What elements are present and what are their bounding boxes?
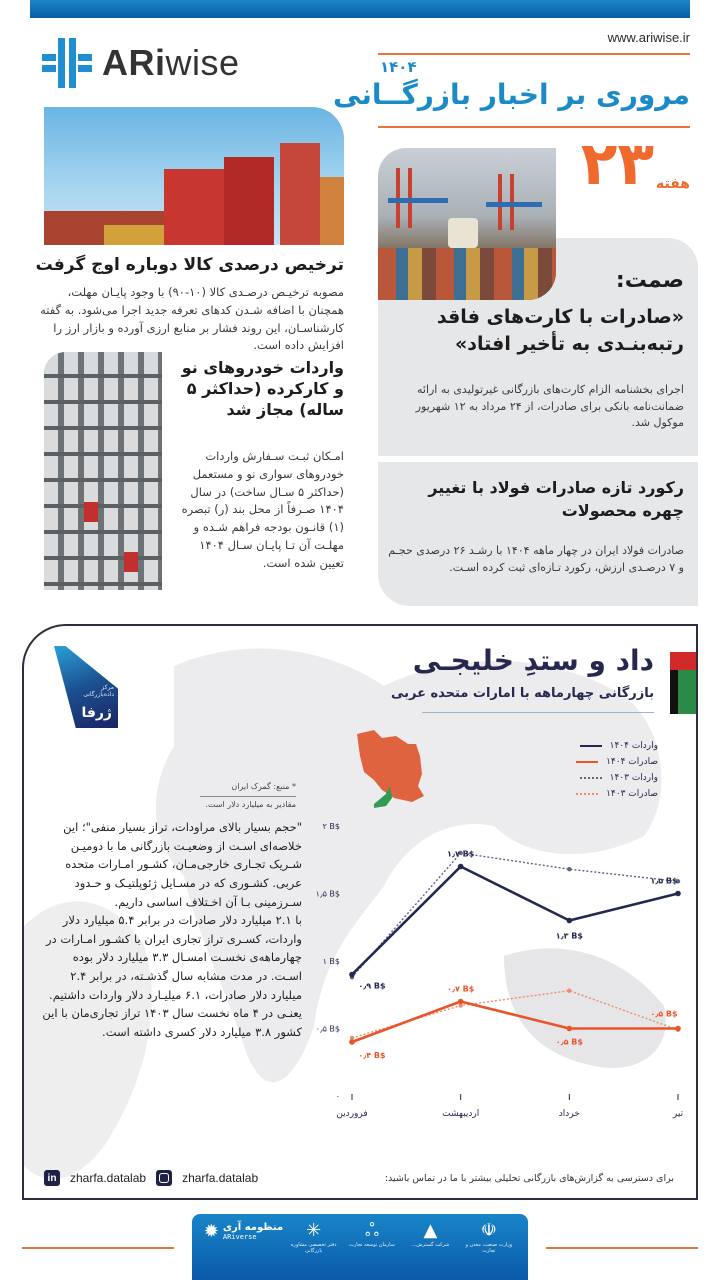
legend-label: واردات ۱۴۰۴ xyxy=(609,741,658,751)
data-point xyxy=(567,1026,573,1032)
page-title: مروری بر اخبار بازرگــانی xyxy=(333,78,690,111)
data-point xyxy=(675,1026,681,1032)
partner-logo-tpo: ஃ سازمان توسعه تجارت xyxy=(349,1220,395,1248)
data-point xyxy=(458,864,464,870)
body-quote-paragraph: "حجم بسیار بالای مراودات، تراز بسیار منفی"؛ این خلاصه‌ای اسـت از وضعیـت بازرگانی ما با دومیـن شـریک تجـاری خارجی‌مـان، کشـور امـارات متحده عربی. کشـوری که در مسـایل ژئوپلتیـک و حـدود سـرزمینی بـا آن اخـتلاف اساسی داریم. xyxy=(63,820,302,909)
trade-line-chart xyxy=(308,796,698,1136)
series-line xyxy=(352,1002,678,1043)
partner-logo-ariverse: منظومه آری ARiverse ✹ xyxy=(203,1220,284,1242)
news-body-customs-clearance: مصوبه ترخیـص درصـدی کالا (۱۰-۹۰) با وجود پایـان مهلت، همچنان با اضافه شـدن کدهای تعرفه جدید اجرا می‌شود. به گفته کارشناسـان، این روند فشار بر منابع ارزی آورده و بازار ارز را افزایش داده است. xyxy=(40,285,344,353)
partner-logo-ministry: ☫ وزارت صنعت، معدن و تجارت xyxy=(465,1220,513,1254)
x-tick-label: اردیبهشت xyxy=(442,1109,480,1119)
series-line xyxy=(352,853,678,977)
week-number: ۲۳ xyxy=(580,129,654,199)
legend-label: صادرات ۱۴۰۳ xyxy=(606,789,658,799)
port-cranes-photo xyxy=(378,148,556,300)
x-tick-label: تیر xyxy=(672,1109,684,1119)
news-title-steel-exports[interactable]: رکورد تازه صادرات فولاد با تغییر چهره محصولات xyxy=(428,478,684,521)
ariwise-asterisk-icon xyxy=(42,38,92,88)
legend-item xyxy=(576,754,658,770)
contact-text: برای دسترسی به گزارش‌های بازرگانی تحلیلی بیشتر با ما در تماس باشید: xyxy=(384,1173,674,1184)
instagram-icon[interactable] xyxy=(156,1170,172,1186)
week-label: هفته xyxy=(656,176,690,192)
title-year: ۱۴۰۴ xyxy=(380,58,417,76)
sunburst-icon: ✹ xyxy=(203,1220,219,1242)
partner-logos-bar xyxy=(192,1214,528,1280)
data-point xyxy=(349,972,355,978)
body-stats-paragraph: با ۲.۱ میلیارد دلار صادرات در برابر ۵.۴ میلیارد دلار واردات، کسـری تراز تجاری ایران با کشـور امـارات در چهارماهه‌ی نخسـت امسـال ۳.۳ میلیارد دلار بوده اسـت. در مدت مشابه سال گذشـته، در برابر ۲.۴ میلیارد دلار صادرات، ۶.۱ میلیـارد دلار واردات داشتیم. یعنـی در ۴ ماه نخست سال ۱۴۰۳ تراز تجاری‌مان با این کشور ۳.۸ میلیارد دلار کسری داشته است. xyxy=(42,913,302,1039)
ariwise-wordmark: ARiwise xyxy=(102,42,240,83)
zharfa-logo: مرکز داده‌بازرگانی ژرفا xyxy=(54,646,118,728)
legend-swatch xyxy=(576,761,598,763)
data-point xyxy=(567,989,571,993)
data-label: ۱٫۵ B$ xyxy=(650,876,678,886)
data-label: ۰٫۴ B$ xyxy=(358,1051,386,1060)
data-label: ۱٫۳ B$ xyxy=(555,931,583,941)
legend-swatch xyxy=(576,793,598,795)
legend-label: صادرات ۱۴۰۴ xyxy=(606,757,658,767)
data-label: ۰٫۹ B$ xyxy=(358,981,386,991)
subtitle-divider xyxy=(422,712,654,713)
x-tick-label: فروردین xyxy=(336,1109,368,1119)
data-label: ۰٫۵ B$ xyxy=(555,1037,583,1047)
containers-photo xyxy=(44,107,344,245)
triangle-logo-icon: ▲ xyxy=(423,1220,438,1241)
data-point xyxy=(675,891,681,897)
partner-logo-gostaresh: ▲ شرکت گسترش... xyxy=(411,1220,450,1248)
iran-emblem-icon: ☫ xyxy=(480,1220,497,1241)
linkedin-icon[interactable]: in xyxy=(44,1170,60,1186)
source-divider xyxy=(200,796,296,797)
site-url[interactable]: www.ariwise.ir xyxy=(607,30,690,45)
legend-swatch xyxy=(580,777,602,779)
uae-trade-infographic xyxy=(22,624,698,1200)
legend-item xyxy=(576,738,658,754)
data-point xyxy=(349,1039,355,1045)
legend-item xyxy=(576,770,658,786)
uae-flag-icon xyxy=(670,652,696,714)
linkedin-handle[interactable]: zharfa.datalab xyxy=(70,1171,147,1185)
footer-divider-right xyxy=(546,1247,698,1249)
data-point xyxy=(458,999,464,1005)
news-title-export-cards[interactable]: «صادرات با کارت‌های فاقد رتبه‌بنـدی به تأخیر افتاد» xyxy=(436,306,684,355)
title-divider xyxy=(378,126,690,128)
header-divider xyxy=(378,53,690,55)
burst-logo-icon: ✳ xyxy=(306,1220,322,1241)
infographic-title: داد و ستدِ خلیجـی xyxy=(412,644,654,677)
data-label: ۱٫۷ B$ xyxy=(447,849,475,859)
data-label: ۰٫۷ B$ xyxy=(447,984,475,994)
y-tick-label: ۱٫۵ B$ xyxy=(315,889,340,899)
legend-label: واردات ۱۴۰۳ xyxy=(609,773,658,783)
infographic-subtitle: بازرگانی چهارماهه با امارات متحده عربی xyxy=(390,686,654,701)
chart-legend xyxy=(576,738,658,802)
ariwise-logo xyxy=(42,38,240,88)
footer-divider-left xyxy=(22,1247,174,1249)
top-banner-bar xyxy=(30,0,690,18)
y-tick-label: ۰ xyxy=(335,1092,340,1101)
x-tick-label: خرداد xyxy=(558,1109,580,1119)
data-point xyxy=(567,867,571,871)
rings-logo-icon: ஃ xyxy=(364,1220,380,1241)
legend-swatch xyxy=(580,745,602,747)
news-kicker-samt: صمت: xyxy=(615,268,684,293)
source-note: * منبع: گمرک ایران xyxy=(231,782,296,791)
partner-logo-consulting: ✳ دفتر تخصصی مشاوره بازرگانی xyxy=(290,1220,337,1254)
news-body-car-imports: امـکان ثبـت سـفارش واردات خودروهای سواری نو و مستعمل (حداکثر ۵ سـال ساخت) در سال ۱۴۰۴ صـرفاً از محل بند (ر) تبصره (۱) قانـون بودجه فراهم شـده و مهلـت آن تـا پایـان سـال ۱۴۰۴ تعیین شده است. xyxy=(181,449,344,570)
series-line xyxy=(352,867,678,975)
news-title-customs-clearance[interactable]: ترخیص درصدی کالا دوباره اوج گرفت xyxy=(35,255,344,275)
instagram-handle[interactable]: zharfa.datalab xyxy=(182,1171,259,1185)
unit-note: مقادیر به میلیارد دلار است. xyxy=(205,800,296,809)
news-body-steel-exports: صادرات فولاد ایران در چهار ماهه ۱۴۰۴ با رشـد ۲۶ درصدی حجـم و ۷ درصـدی ارزش، رکورد تـازه‌ای ثبت کرده اسـت. xyxy=(388,544,684,575)
news-body-export-cards: اجرای بخشنامه الزام کارت‌های بازرگانی غیرتولیدی به ارائه ضمانت‌نامه بانکی برای صادرات، از ۲۴ مرداد به ۱۲ شهریور موکول شد. xyxy=(415,383,684,429)
social-links xyxy=(44,1170,258,1186)
cars-parking-photo xyxy=(44,352,162,590)
infographic-body-text xyxy=(40,818,302,1042)
y-tick-label: ۱ B$ xyxy=(322,957,340,966)
y-tick-label: ۲ B$ xyxy=(322,822,340,831)
data-point xyxy=(567,918,573,924)
data-label: ۰٫۵ B$ xyxy=(650,1009,678,1019)
y-tick-label: ۰٫۵ B$ xyxy=(315,1024,340,1034)
news-title-car-imports[interactable]: واردات خودروهای نو و کارکرده (حداکثر ۵ ساله) مجاز شد xyxy=(181,358,344,419)
